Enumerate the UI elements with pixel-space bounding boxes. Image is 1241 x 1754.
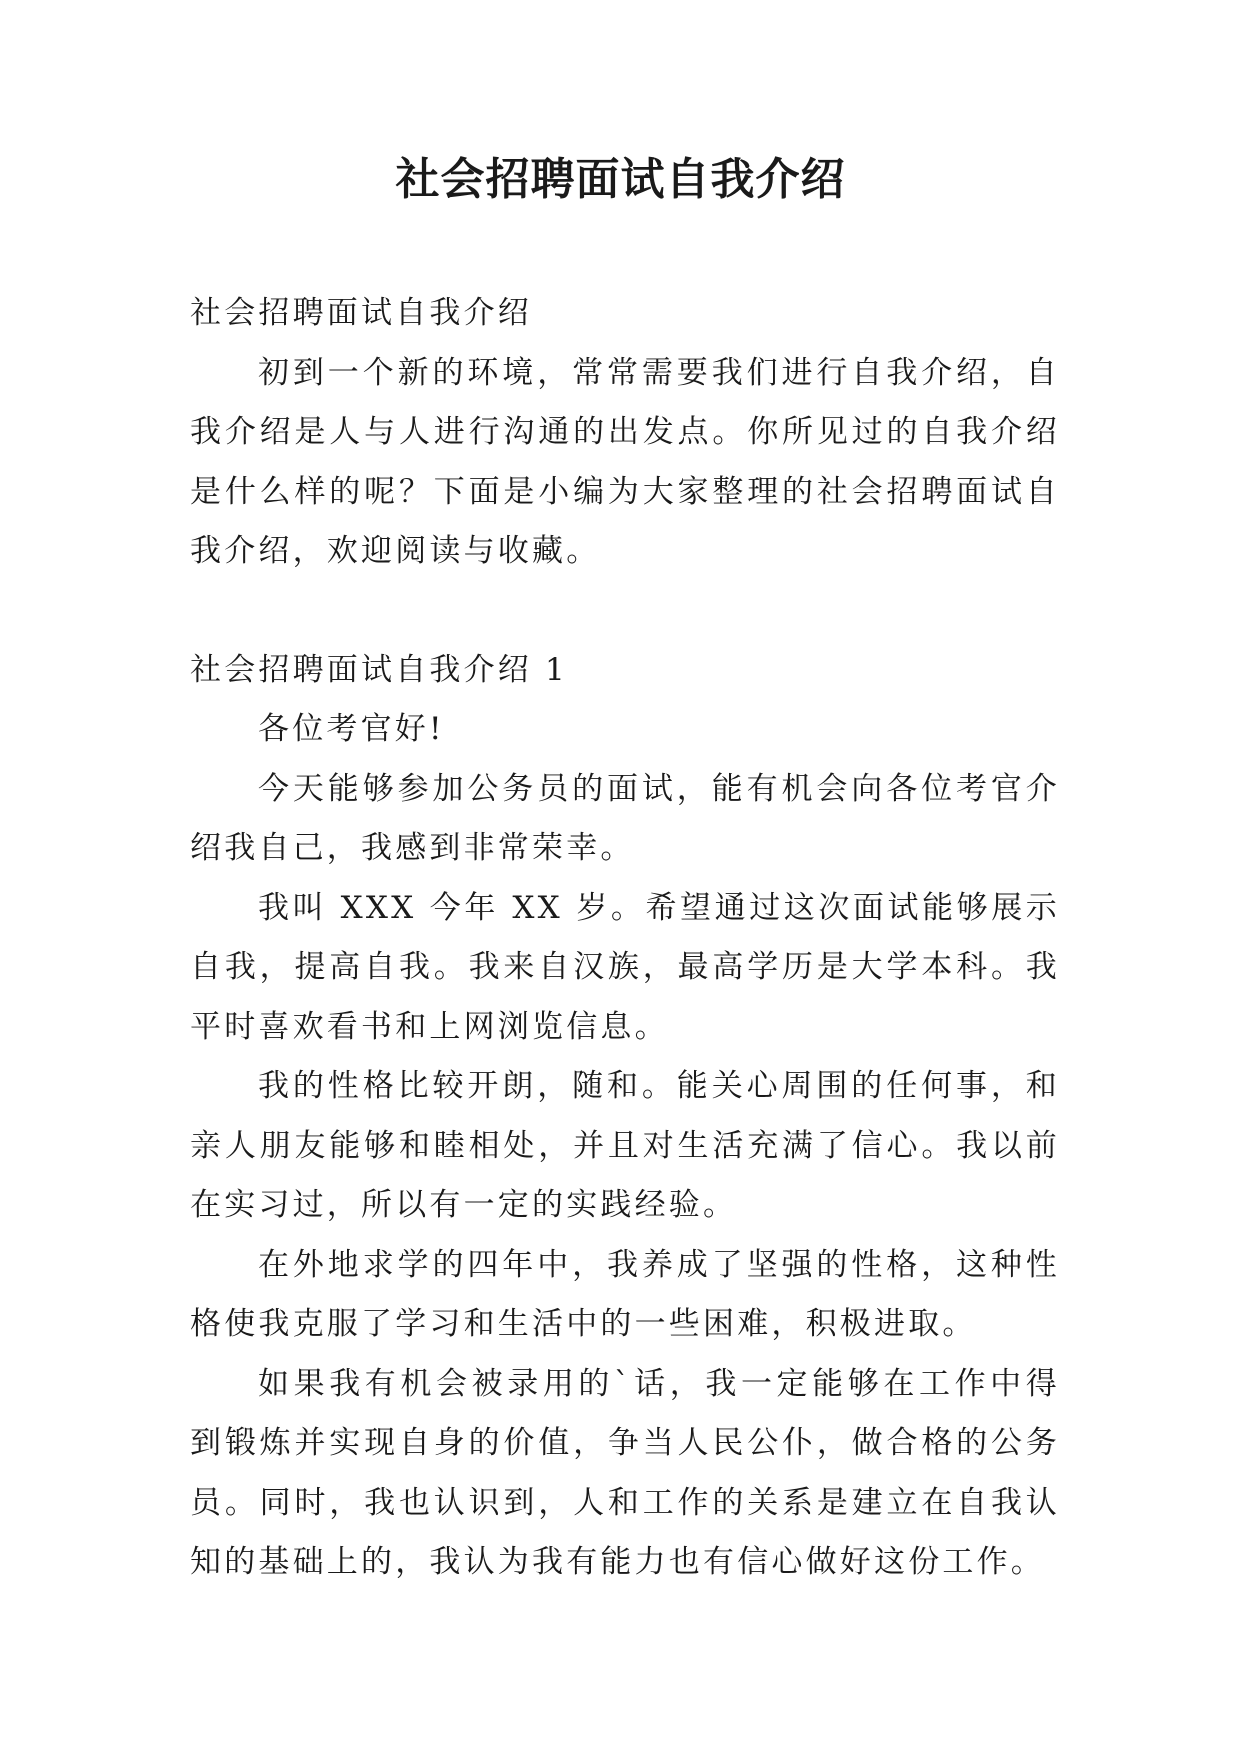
body-paragraph: 我的性格比较开朗，随和。能关心周围的任何事，和亲人朋友能够和睦相处，并且对生活充满了信心。我以前在实习过，所以有一定的实践经验。 — [190, 1068, 1060, 1223]
body-paragraph: 如果我有机会被录用的`话，我一定能够在工作中得到锻炼并实现自身的价值，争当人民公仆，做合格的公务员。同时，我也认识到，人和工作的关系是建立在自我认知的基础上的，我认为我有能力也有信心做好这份工作。 — [190, 1365, 1060, 1580]
body-paragraph: 今天能够参加公务员的面试，能有机会向各位考官介绍我自己，我感到非常荣幸。 — [190, 770, 1060, 866]
body-paragraph: 在外地求学的四年中，我养成了坚强的性格，这种性格使我克服了学习和生活中的一些困难，积极进取。 — [190, 1246, 1060, 1342]
greeting-paragraph: 各位考官好! — [258, 711, 445, 747]
document-title: 社会招聘面试自我介绍 — [395, 154, 846, 205]
intro-heading: 社会招聘面试自我介绍 — [190, 295, 532, 331]
section-heading: 社会招聘面试自我介绍 1 — [190, 651, 568, 688]
body-paragraph: 我叫 XXX 今年 XX 岁。希望通过这次面试能够展示自我，提高自我。我来自汉族，最高学历是大学本科。我平时喜欢看书和上网浏览信息。 — [190, 889, 1060, 1045]
section-spacer — [190, 582, 1060, 641]
document-body — [190, 284, 1060, 1593]
intro-paragraph: 初到一个新的环境，常常需要我们进行自我介绍，自我介绍是人与人进行沟通的出发点。你所见过的自我介绍是什么样的呢？下面是小编为大家整理的社会招聘面试自我介绍，欢迎阅读与收藏。 — [190, 354, 1060, 569]
